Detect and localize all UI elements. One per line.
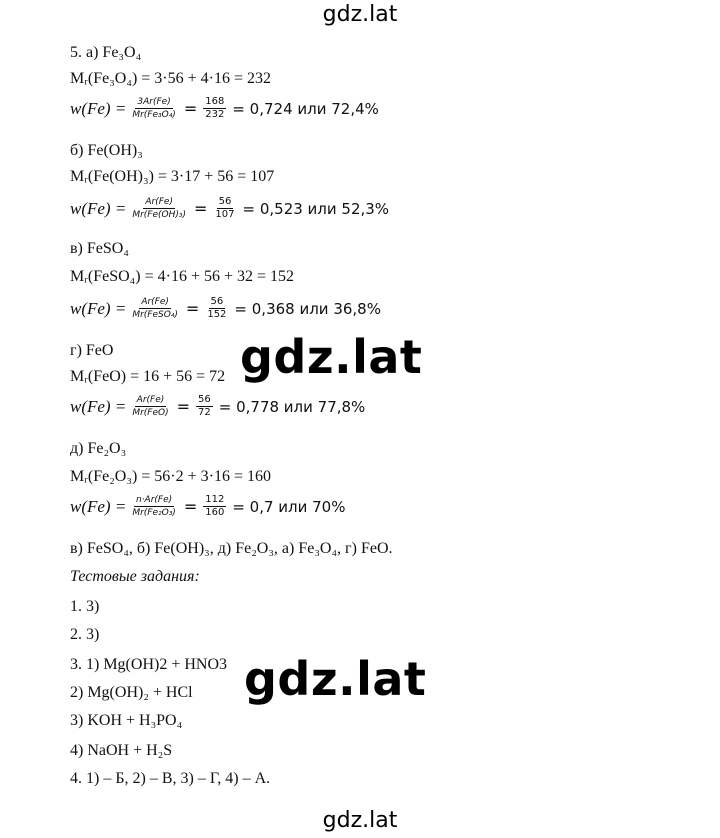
task5-b-mr: Mᵣ(Fe(OH)₃) = 3·17 + 56 = 107 bbox=[70, 168, 275, 185]
watermark-middle-1: gdz.lat bbox=[240, 330, 423, 384]
eq-fraction-numeric bbox=[205, 296, 228, 321]
eq-fraction bbox=[130, 296, 180, 321]
eq-fraction bbox=[130, 96, 178, 121]
eq-result: = 0,368 или 36,8% bbox=[234, 299, 381, 318]
task5-d-header: д) Fe₂O₃ bbox=[70, 440, 127, 457]
eq-numerator: 3Ar(Fe) bbox=[137, 97, 171, 107]
eq-denominator-numeric: 107 bbox=[215, 209, 235, 220]
eq-numerator-numeric: 168 bbox=[205, 96, 225, 107]
eq-lhs: w(Fe) = bbox=[70, 298, 127, 318]
task5-v-equation bbox=[70, 296, 381, 321]
eq-fraction-numeric bbox=[203, 494, 226, 519]
eq-lhs: w(Fe) = bbox=[70, 496, 127, 516]
task5-a-equation bbox=[70, 96, 379, 121]
task5-a-mr: Mᵣ(Fe₃O₄) = 3·56 + 4·16 = 232 bbox=[70, 70, 271, 87]
task5-a-header: 5. а) Fe₃O₄ bbox=[70, 44, 142, 61]
eq-numerator-numeric: 112 bbox=[205, 494, 225, 505]
watermark-top: gdz.lat bbox=[322, 2, 398, 27]
eq-equals: = bbox=[183, 99, 198, 118]
task5-b-header: б) Fe(OH)₃ bbox=[70, 142, 143, 159]
eq-fraction bbox=[130, 494, 178, 519]
test-answer-3-3: 3) KOH + H₃PO₄ bbox=[70, 712, 183, 729]
eq-result: = 0,724 или 72,4% bbox=[232, 99, 379, 118]
test-answer-3-4: 4) NaOH + H₂S bbox=[70, 742, 173, 759]
eq-denominator: Mr(FeO) bbox=[132, 408, 169, 418]
eq-fraction-numeric bbox=[213, 196, 236, 221]
eq-numerator: Ar(Fe) bbox=[136, 395, 165, 405]
eq-result: = 0,523 или 52,3% bbox=[242, 199, 390, 218]
eq-lhs: w(Fe) = bbox=[70, 198, 127, 218]
eq-denominator-numeric: 72 bbox=[198, 407, 211, 418]
test-answer-1: 1. 3) bbox=[70, 598, 100, 615]
task5-order: в) FeSO₄, б) Fe(OH)₃, д) Fe₂O₃, а) Fe₃O₄, г) FeO. bbox=[70, 540, 393, 557]
eq-fraction-numeric bbox=[203, 96, 226, 121]
eq-denominator: Mr(FeSO₄) bbox=[132, 310, 178, 320]
task5-v-header: в) FeSO₄ bbox=[70, 240, 129, 257]
eq-numerator-numeric: 56 bbox=[218, 196, 232, 207]
eq-lhs: w(Fe) = bbox=[70, 98, 127, 118]
task5-d-equation bbox=[70, 494, 345, 519]
eq-denominator: Mr(Fe₃O₄) bbox=[132, 110, 176, 120]
task5-v-mr: Mᵣ(FeSO₄) = 4·16 + 56 + 32 = 152 bbox=[70, 268, 295, 285]
eq-numerator: Ar(Fe) bbox=[145, 197, 173, 207]
eq-numerator: n·Ar(Fe) bbox=[135, 495, 173, 505]
test-answer-3-1: 3. 1) Mg(OH)2 + HNO3 bbox=[70, 656, 228, 673]
test-answer-2: 2. 3) bbox=[70, 626, 100, 643]
eq-equals: = bbox=[176, 397, 191, 416]
eq-fraction bbox=[130, 196, 188, 221]
eq-denominator-numeric: 232 bbox=[205, 109, 225, 120]
eq-result: = 0,778 или 77,8% bbox=[218, 397, 366, 416]
test-answer-4: 4. 1) – Б, 2) – В, 3) – Г, 4) – А. bbox=[70, 770, 271, 787]
eq-denominator: Mr(Fe(OH)₃) bbox=[132, 210, 186, 220]
eq-denominator-numeric: 152 bbox=[207, 309, 227, 320]
eq-equals: = bbox=[194, 199, 208, 218]
watermark-bottom: gdz.lat bbox=[322, 808, 398, 833]
eq-equals: = bbox=[185, 299, 200, 318]
task5-b-equation bbox=[70, 196, 389, 221]
eq-equals: = bbox=[183, 497, 198, 516]
task5-d-mr: Mᵣ(Fe₂O₃) = 56·2 + 3·16 = 160 bbox=[70, 468, 271, 485]
eq-numerator: Ar(Fe) bbox=[141, 297, 169, 307]
eq-denominator: Mr(Fe₂O₃) bbox=[132, 508, 176, 518]
eq-fraction-numeric bbox=[196, 394, 213, 419]
watermark-middle-2: gdz.lat bbox=[244, 652, 427, 706]
test-tasks-heading: Тестовые задания: bbox=[70, 568, 200, 585]
task5-g-mr: Mᵣ(FeO) = 16 + 56 = 72 bbox=[70, 368, 226, 385]
eq-lhs: w(Fe) = bbox=[70, 396, 127, 416]
task5-g-header: г) FeO bbox=[70, 342, 114, 359]
eq-numerator-numeric: 56 bbox=[198, 394, 211, 405]
task5-g-equation bbox=[70, 394, 365, 419]
eq-result: = 0,7 или 70% bbox=[232, 497, 346, 516]
eq-denominator-numeric: 160 bbox=[205, 507, 225, 518]
eq-numerator-numeric: 56 bbox=[210, 296, 224, 307]
eq-fraction bbox=[130, 394, 170, 419]
test-answer-3-2: 2) Mg(OH)₂ + HCl bbox=[70, 684, 193, 701]
